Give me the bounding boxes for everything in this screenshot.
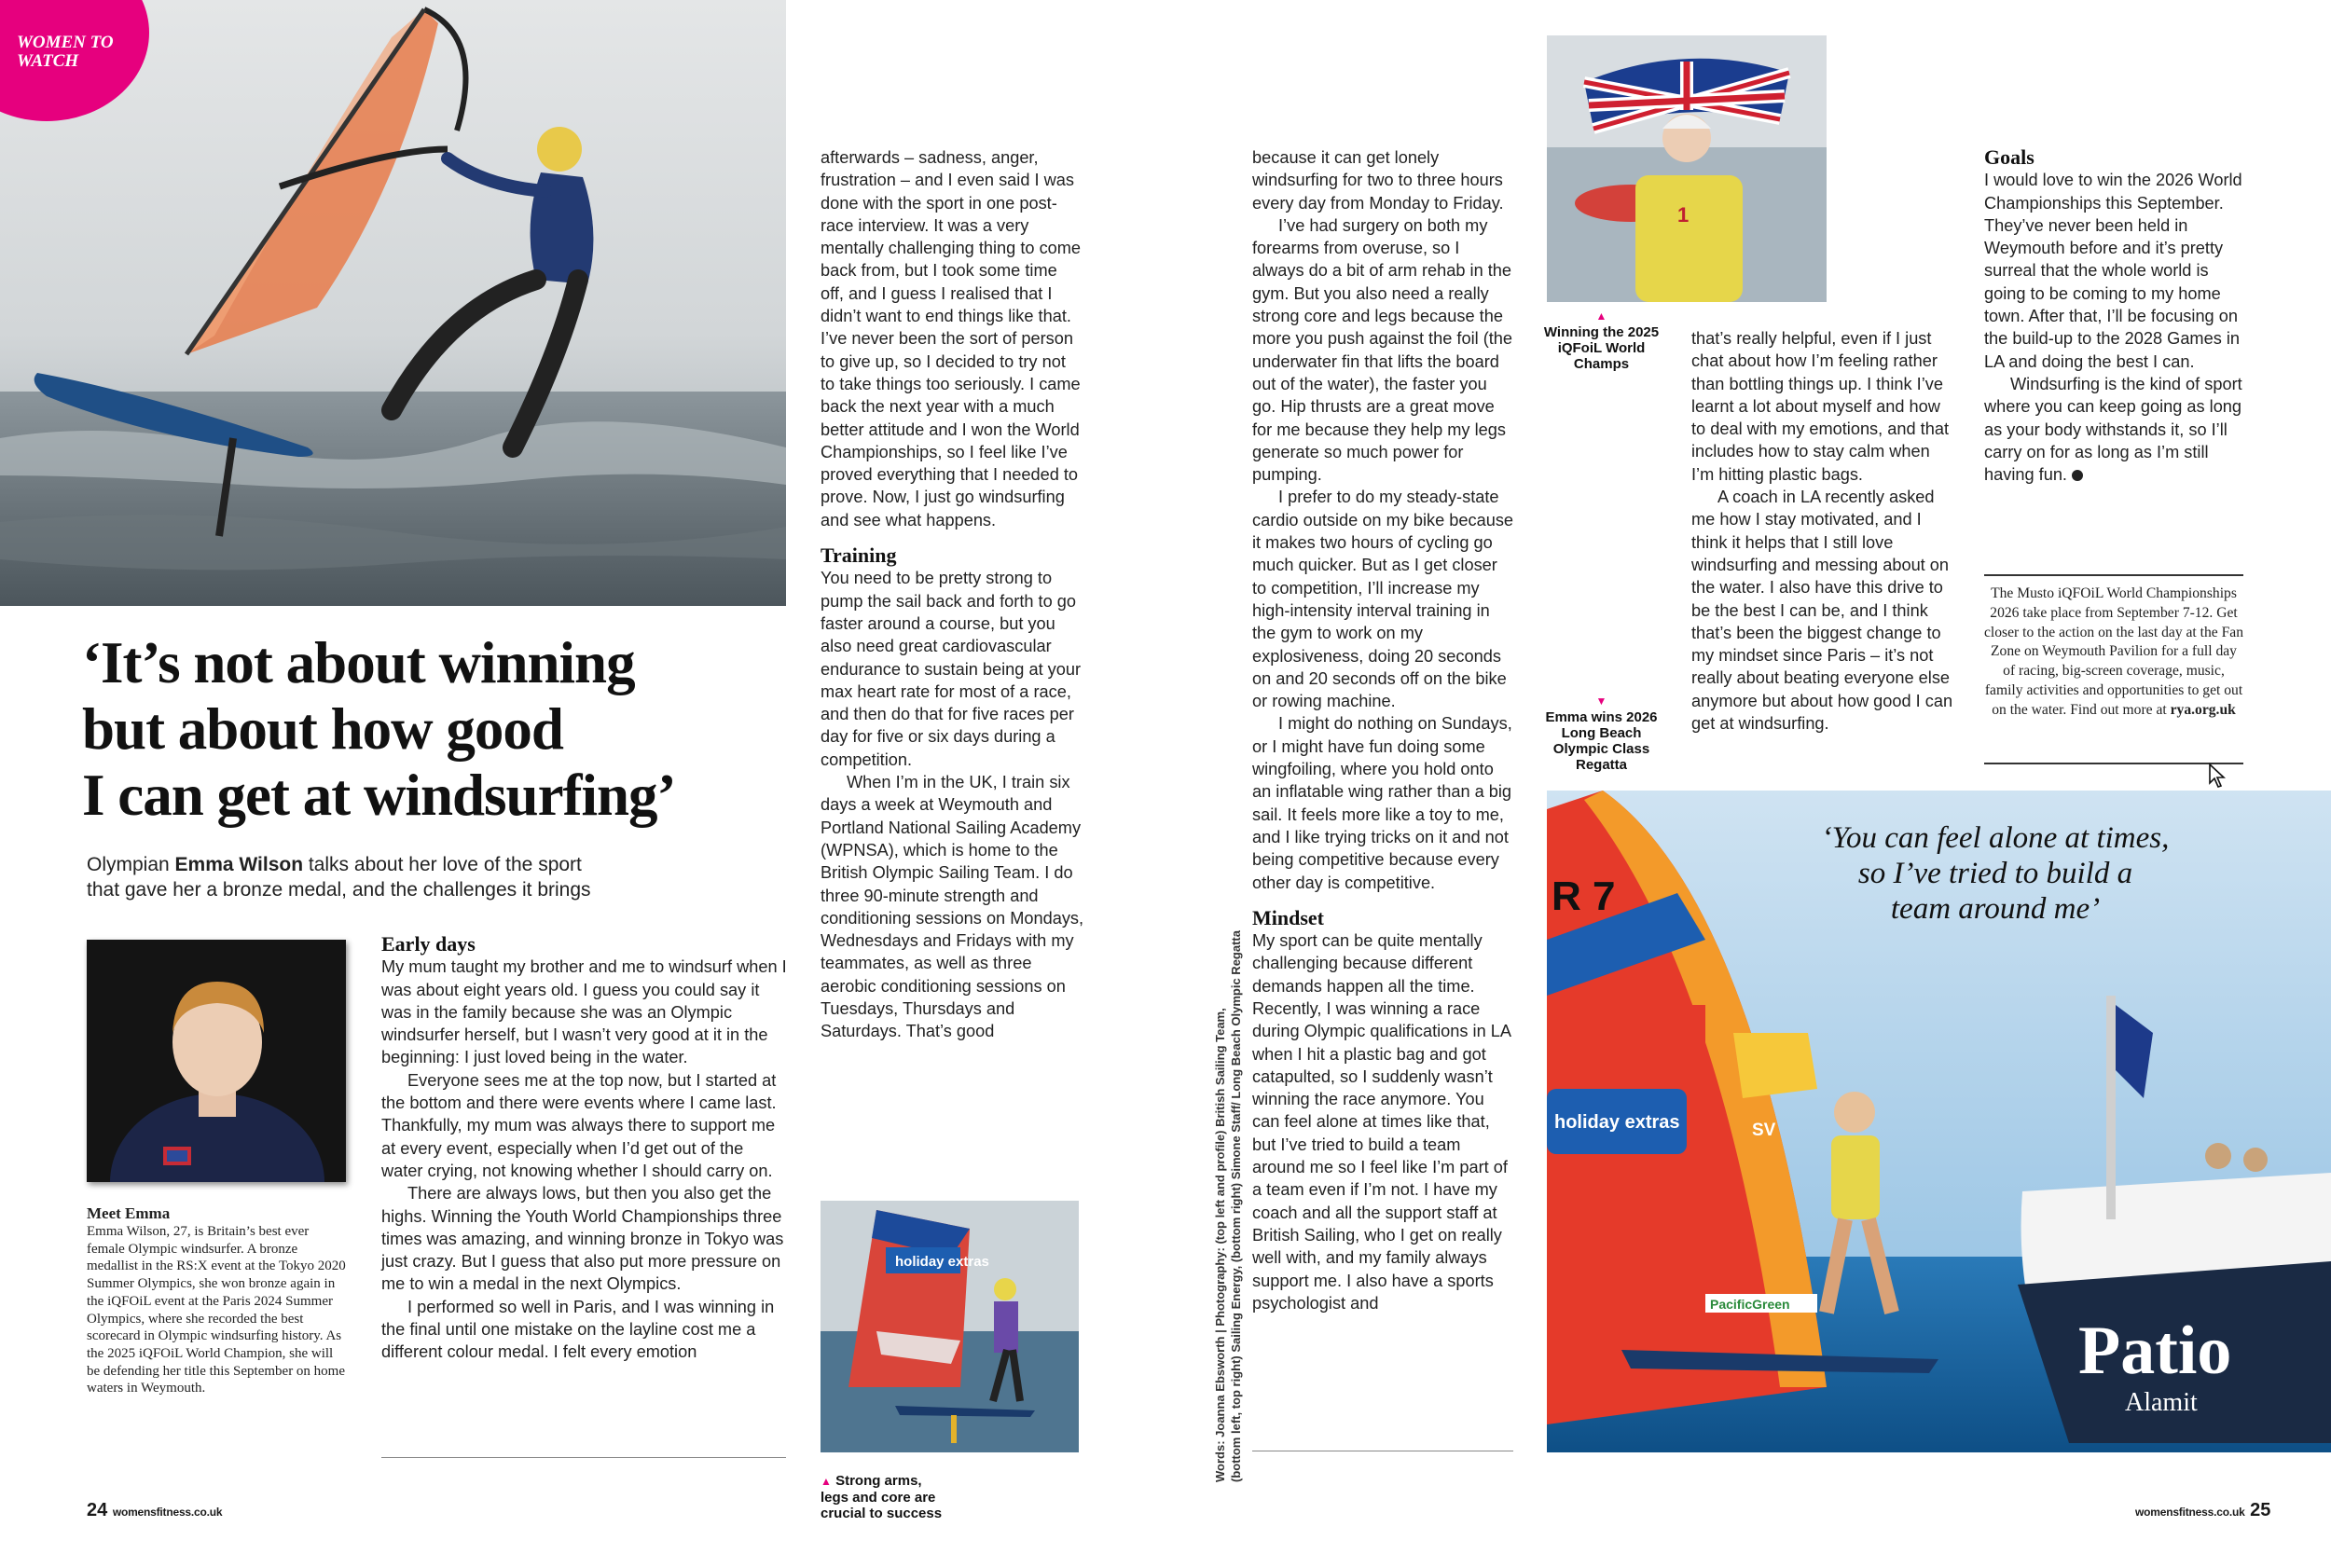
celebration-photo: [1547, 35, 1827, 302]
training-photo: [821, 1201, 1079, 1452]
caption-top: ▲ Winning the 2025 iQFoiL World Champs: [1543, 309, 1660, 372]
cursor-icon: [2208, 763, 2228, 789]
boat-subname: Alamit: [2125, 1388, 2198, 1417]
footer-url-left: womensfitness.co.uk: [112, 1506, 223, 1519]
bib-number: 1: [1677, 203, 1690, 227]
headline: ‘It’s not about winning but about how good I can get at windsurfing’: [82, 630, 676, 828]
heading-mindset: Mindset: [1252, 905, 1324, 929]
boat-name: Patio: [2078, 1313, 2232, 1389]
caption-up-triangle-icon: ▲: [1595, 309, 1607, 323]
heading-goals: Goals: [1984, 145, 2034, 169]
pull-quote: ‘You can feel alone at times, so I’ve tried to build a team around me’: [1821, 821, 2170, 926]
caption-training: ▲ Strong arms, legs and core are crucial to success: [821, 1473, 943, 1521]
column-3: because it can get lonely windsurfing for two to three hours every day from Monday to Friday. I’ve had surgery on both my forearms from overuse, so I always do a bit of arm rehab in the gym. But you also need a really strong core and legs because the more you push against the foil (the underwater fin that lifts the board out of the water), the faster you go. Hip thrusts are a great move for me because they help my legs generate so much power for pumping. I prefer to do my steady-state cardio outside on my bike because it makes two hours of cycling go much quicker. But as I get closer to competition, I’ll increase my high-intensity interval training in the gym to work on my explosiveness, doing 20 seconds on and 20 seconds off on the bike or rowing machine. I might do nothing on Sundays, or I might have fun doing some wingfoiling, where you hold onto an inflatable wing rather than a big sail. It feels more like a toy to me, and I like trying tricks on it and not being competitive because every other day is competitive. Mindset My sport can be quite mentally challenging because different demands happen all the time. Recently, I was winning a race during Olympic qualifications in LA when I hit a plastic bag and got catapulted, so I suddenly wasn’t winning the race anymore. You can feel alone at times like that, but I’ve tried to build a team around me so I feel like I’m part of a team even if I’m not. I have my coach and all the support staff at British Sailing, who I get on really well with, and my family always support me. I also have a sports psychologist and: [1252, 148, 1514, 1313]
column-2: afterwards – sadness, anger, frustration – and I even said I was done with the sport in one post-race interview. It was a very mentally challenging thing to come back from, but I took some time off, and I guess I realised that I didn’t want to end things like that. I’ve never been the sort of person to give up, so I decided to try not to take things too seriously. I came back the next year with a much better attitude and I won the World Championships, so I feel like I’ve proved everything that I needed to prove. Now, I just go windsurfing and see what happens. Training You need to be pretty strong to pump the sail back and forth to go faster around a course, but you also need great cardiovascular endurance to sustain being at your max heart rate for most of a race, and then do that for five races per day for five or six days during a competition. When I’m in the UK, I train six days a week at Weymouth and Portland National Sailing Academy (WPNSA), which is home to the British Olympic Sailing Team. I do three 90-minute strength and conditioning sessions on Mondays, Wednesdays and Fridays with my teammates, as well as three aerobic conditioning sessions on Tuesdays, Thursdays and Saturdays. That’s good: [821, 148, 1084, 1041]
column-1-rule: [381, 1457, 786, 1458]
infobox-rule-top: [1984, 574, 2243, 576]
photo-credits: Words: Joanna Ebsworth | Photography: (top left and profile) British Sailing Team, (bottom left, top right) Sailing Energy, (bottom right) Simone Staff/ Long Beach Olympic Regatta: [1213, 930, 1243, 1482]
small-sail-brand: holiday extras: [895, 1254, 989, 1270]
end-mark-icon: [2072, 470, 2083, 481]
section-tag-label: WOMEN TO WATCH: [17, 33, 114, 71]
caption-triangle-icon: ▲: [821, 1475, 832, 1488]
sail-brand: holiday extras: [1554, 1112, 1680, 1133]
caption-bottom: ▼ Emma wins 2026 Long Beach Olympic Class Regatta: [1543, 694, 1660, 773]
sail-small-brand: SV: [1752, 1121, 1776, 1140]
goals-final-paragraph: Windsurfing is the kind of sport where you can keep going as long as your body withstands it, so I’ll carry on for as long as I’m still having fun.: [1984, 374, 2242, 485]
board-brand: PacificGreen: [1710, 1297, 1790, 1312]
column-1: Early days My mum taught my brother and me to windsurf when I was about eight years old. I guess you could say it was in the family because she was an Olympic windsurfer herself, but I wasn’t very good at it in the beginning: I just loved being in the water. Everyone sees me at the top now, but I started at the bottom and there were events where I came last. Thankfully, my mum was always there to support me at every event, especially when I’d get out of the water crying, not knowing whether I should carry on. There are always lows, but then you also get the highs. Winning the Youth World Championships three times was amazing, and winning bronze in Tokyo was just crazy. But I guess that also put more pressure on me to win a medal in the next Olympics. I performed so well in Paris, and I was winning in the final until one mistake on the layline cost me a different colour medal. I felt every emotion: [381, 932, 787, 1362]
infobox-rule-bottom: [1984, 763, 2243, 764]
column-4: that’s really helpful, even if I just chat about how I’m feeling rather than bottling things up. I think I’ve learnt a lot about myself and how to deal with my emotions, and that includes how to stay calm when I’m hitting plastic bags. A coach in LA recently asked me how I stay motivated, and I think it helps that I still love windsurfing and messing about on the water. I also have this drive to be the best I can be, and I think that’s been the biggest change to my mindset since Paris – it’s not really about beating everyone else anymore but about how good I can get at windsurfing.: [1691, 329, 1953, 734]
infobox: The Musto iQFOiL World Championships 2026 take place from September 7-12. Get closer to the action on the last day at the Fan Zone on Weymouth Pavilion for a full day of racing, big-screen coverage, music, family activities and opportunities to get out on the water. Find out more at rya.org.uk: [1984, 585, 2244, 718]
page-number-right: 25: [2250, 1500, 2271, 1520]
footer-right: [2135, 1500, 2270, 1521]
caption-down-triangle-icon: ▼: [1595, 695, 1607, 708]
standfirst: Olympian Emma Wilson talks about her love of the sport that gave her a bronze medal, and the challenges it brings: [87, 854, 591, 901]
footer-left: [87, 1500, 222, 1521]
meet-emma-text: Emma Wilson, 27, is Britain’s best ever female Olympic windsurfer. A bronze medallist in the RS:X event at the Tokyo 2020 Summer Olympics, she won bronze again in the iQFOiL event at the Paris 2024 Summer Olympics, where she recorded the best scorecard in Olympic windsurfing history. As the 2025 iQFOiL World Champion, she will be defending her title this September on home waters in Weymouth.: [87, 1224, 346, 1396]
profile-photo: [87, 940, 346, 1182]
heading-early-days: Early days: [381, 932, 476, 956]
heading-training: Training: [821, 543, 897, 568]
rya-link[interactable]: rya.org.uk: [2170, 701, 2236, 718]
meet-emma-box: [87, 1204, 350, 1397]
sail-number: R 7: [1552, 873, 1616, 919]
footer-url-right: womensfitness.co.uk: [2135, 1506, 2245, 1519]
page-number-left: 24: [87, 1500, 108, 1520]
meet-emma-title: Meet Emma: [87, 1204, 171, 1222]
column-5: Goals I would love to win the 2026 World Championships this September. They’ve never been held in Weymouth before and it’s pretty surreal that the whole world is going to be coming to my home town. After that, I’ll be focusing on the build-up to the 2028 Games in LA and doing the best I can. Windsurfing is the kind of sport where you can keep going as long as your body withstands it, so I’ll carry on for as long as I’m still having fun.: [1984, 146, 2250, 486]
